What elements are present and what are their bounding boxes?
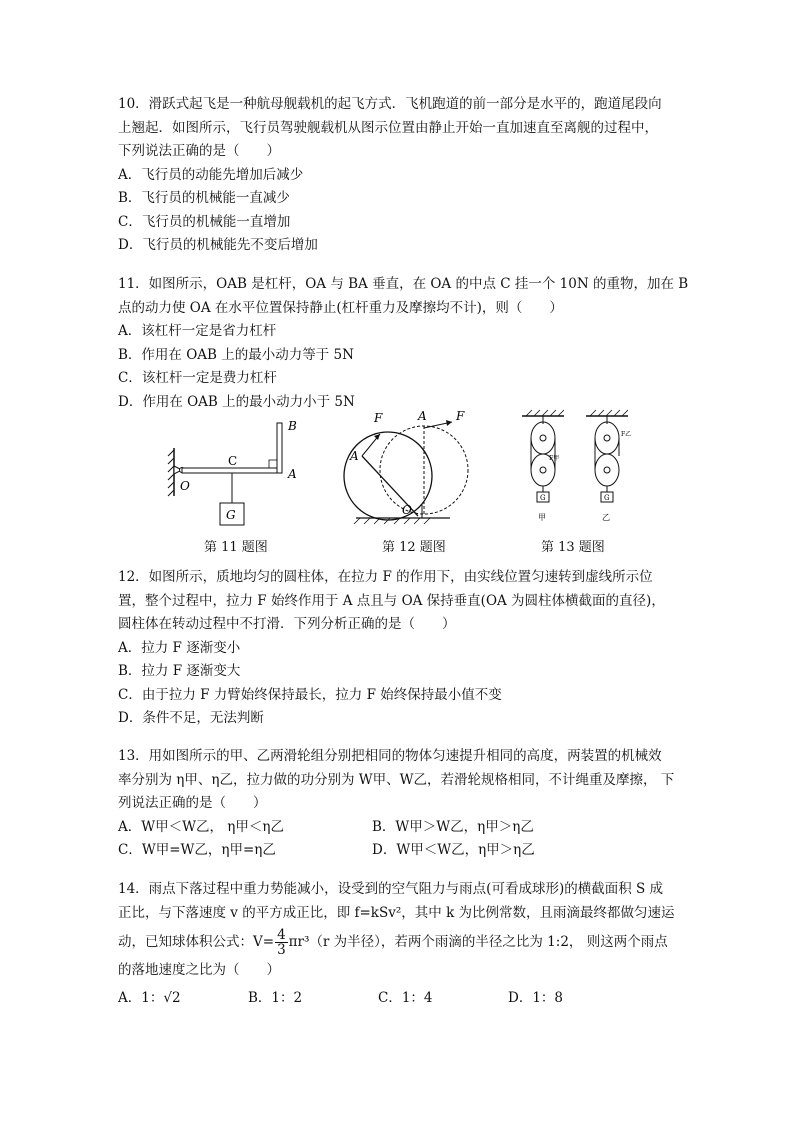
q11-option-d: D．作用在 OAB 上的最小动力小于 5N <box>118 393 355 410</box>
q10-option-a: A．飞行员的动能先增加后减少 <box>118 166 304 183</box>
question-13 <box>118 745 690 863</box>
q12-option-d: D．条件不足，无法判断 <box>118 710 264 726</box>
q14-line-3-post: πr³（r 为半径），若两个雨滴的半径之比为 1:2， 则这两个雨点 <box>288 934 668 950</box>
q13-option-d: D．W甲＜W乙，η甲＞η乙 <box>372 842 535 858</box>
fig13-right-weight: G <box>604 494 610 502</box>
q14-option-b: B．1：2 <box>248 989 303 1006</box>
q10-option-d: D．飞行员的机械能先不变后增加 <box>118 237 318 253</box>
q13-line-1: 13．用如图所示的甲、乙两滑轮组分别把相同的物体匀速提升相同的高度，两装置的机械效 <box>118 748 662 764</box>
fig13-label-fjia: F甲 <box>549 455 560 462</box>
fig12-cylinder-diagram <box>344 409 468 524</box>
fig11-label-o: O <box>180 479 190 493</box>
q12-option-c: C．由于拉力 F 力臂始终保持最长，拉力 F 始终保持最小值不变 <box>118 686 502 703</box>
q14-line-3-pre: 动，已知球体积公式：V= <box>118 934 275 950</box>
question-12 <box>118 566 690 731</box>
q12-option-b: B．拉力 F 逐渐变大 <box>118 663 241 679</box>
q10-line-3: 下列说法正确的是（ ） <box>118 143 280 159</box>
q13-options-row-1 <box>118 816 690 840</box>
q12-line-1: 12．如图所示，质地均匀的圆柱体，在拉力 F 的作用下，由实线位置匀速转到虚线所示位 <box>118 569 653 585</box>
fig11-label-b: B <box>288 419 297 433</box>
fig11-label-g: G <box>226 508 236 522</box>
fig12-label-a1: A <box>350 449 359 463</box>
q11-option-c: C．该杠杆一定是费力杠杆 <box>118 370 277 386</box>
q10-line-1: 10．滑跃式起飞是一种航母舰载机的起飞方式．飞机跑道的前一部分是水平的，跑道尾段向 <box>118 96 662 112</box>
q11-option-b: B．作用在 OAB 上的最小动力等于 5N <box>118 346 354 363</box>
fig13-caption: 第 13 题图 <box>541 540 605 555</box>
question-11 <box>118 273 690 414</box>
q14-line-3 <box>118 925 690 959</box>
q12-line-2: 置，整个过程中，拉力 F 始终作用于 A 点且与 OA 保持垂直(OA 为圆柱体横截面的直径)， <box>118 592 665 609</box>
q14-line-1: 14．雨点下落过程中重力势能减小，设受到的空气阻力与雨点(可看成球形)的横截面积 S 成 <box>118 881 664 897</box>
q13-line-3: 列说法正确的是（ ） <box>118 795 267 811</box>
q12-line-3: 圆柱体在转动过程中不打滑．下列分析正确的是（ ） <box>118 616 456 632</box>
q14-option-c: C．1：4 <box>378 989 433 1006</box>
fig13-label-fyi: F乙 <box>621 431 632 438</box>
q11-option-a: A．该杠杆一定是省力杠杆 <box>118 323 277 339</box>
fig12-label-o: O <box>402 503 412 517</box>
question-10 <box>118 93 690 258</box>
fig11-lever-diagram <box>168 419 297 525</box>
fig12-label-a2: A <box>418 409 427 423</box>
q14-line-2: 正比，与下落速度 v 的平方成正比，即 f=kSv²，其中 k 为比例常数，且雨滴最终都做匀速运 <box>118 904 675 921</box>
q10-option-c: C．飞行员的机械能一直增加 <box>118 213 291 230</box>
fig12-label-f1: F <box>374 411 383 425</box>
fig13-label-yi: 乙 <box>602 513 610 522</box>
figures-strip <box>160 408 640 548</box>
fig11-label-a: A <box>288 467 297 481</box>
q10-line-2: 上翘起．如图所示，飞行员驾驶舰载机从图示位置由静止开始一直加速直至离舰的过程中， <box>118 119 658 136</box>
fig13-label-jia: 甲 <box>538 513 546 522</box>
q13-option-a: A．W甲＜W乙， η甲＜η乙 <box>118 818 284 835</box>
fig11-label-c: C <box>228 454 238 468</box>
fig12-caption: 第 12 题图 <box>382 540 446 555</box>
q13-options-row-2 <box>118 839 690 863</box>
q14-frac-num: 4 <box>277 927 286 943</box>
q13-line-2: 率分别为 η甲、η乙，拉力做的功分别为 W甲、W乙，若滑轮规格相同，不计绳重及摩擦， 下 <box>118 771 675 788</box>
q14-frac-den: 3 <box>277 942 286 958</box>
question-14 <box>118 878 690 1010</box>
q13-option-b: B．W甲＞W乙，η甲＞η乙 <box>372 818 534 835</box>
q14-options-row <box>118 987 690 1011</box>
q14-fraction <box>275 928 288 957</box>
q13-option-c: C．W甲=W乙，η甲=η乙 <box>118 842 276 858</box>
q14-option-d: D．1：8 <box>508 989 564 1006</box>
fig12-label-f2: F <box>456 409 465 423</box>
q11-line-1: 11．如图所示，OAB 是杠杆，OA 与 BA 垂直，在 OA 的中点 C 挂一个 10N 的重物，加在 B <box>118 276 689 292</box>
q14-option-a: A．1：√2 <box>118 989 181 1006</box>
q12-option-a: A．拉力 F 逐渐变小 <box>118 639 241 656</box>
fig13-left-weight: G <box>540 494 546 502</box>
q11-line-2: 点的动力使 OA 在水平位置保持静止(杠杆重力及摩擦均不计)，则（ ） <box>118 299 563 316</box>
fig13-pulley-diagram <box>522 410 631 522</box>
q14-line-4: 的落地速度之比为（ ） <box>118 962 280 978</box>
q10-option-b: B．飞行员的机械能一直减少 <box>118 190 290 206</box>
fig11-caption: 第 11 题图 <box>204 540 268 555</box>
